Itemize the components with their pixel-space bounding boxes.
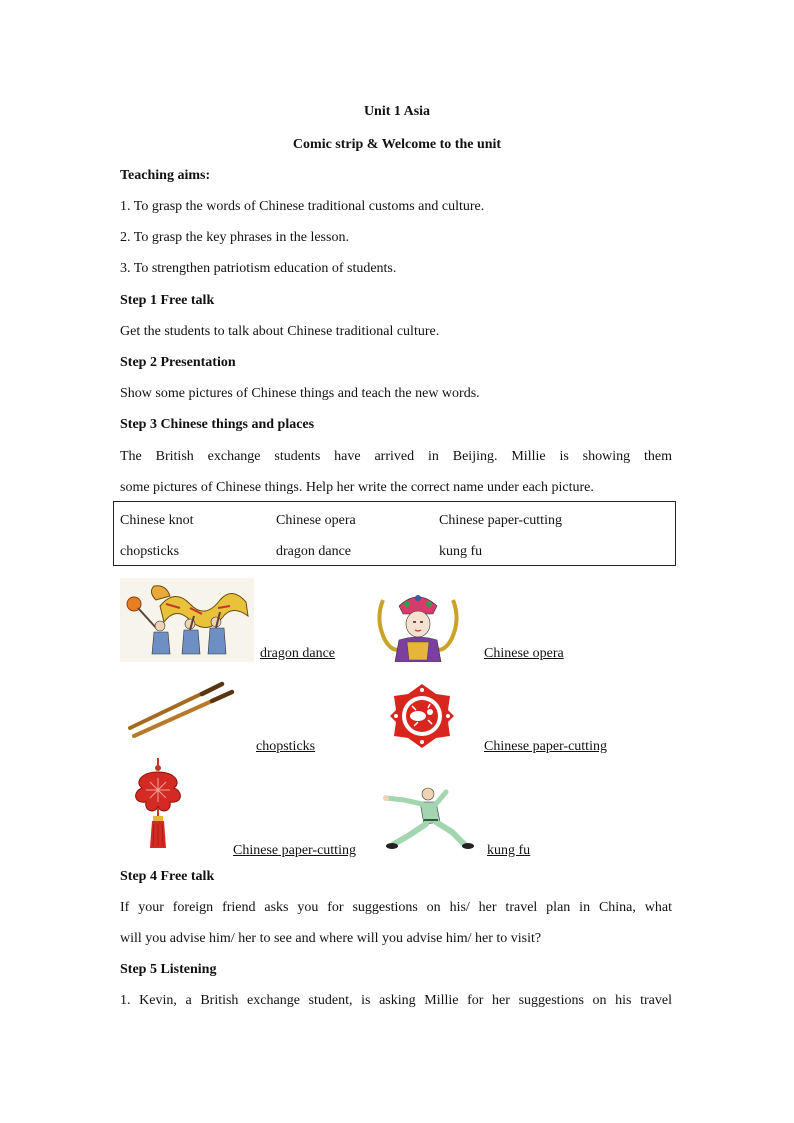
step1-text: Get the students to talk about Chinese traditional culture.: [120, 324, 440, 339]
chinese-knot-image: [128, 758, 188, 850]
aim-item: 1. To grasp the words of Chinese traditional customs and culture.: [120, 199, 485, 214]
step3-paragraph-line2: some pictures of Chinese things. Help her write the correct name under each picture.: [120, 480, 594, 495]
word-box-item: chopsticks: [120, 544, 180, 559]
word-box-item: Chinese opera: [276, 513, 356, 528]
aim-item: 2. To grasp the key phrases in the lesson.: [120, 230, 349, 245]
step5-paragraph-line1: 1. Kevin, a British exchange student, is asking Millie for her suggestions on his travel: [120, 993, 672, 1008]
aim-item: 3. To strengthen patriotism education of students.: [120, 261, 397, 276]
chopsticks-image: [126, 680, 236, 738]
step2-heading: Step 2 Presentation: [120, 355, 236, 370]
step3-paragraph-line1: The British exchange students have arrived in Beijing. Millie is showing them: [120, 449, 672, 464]
step1-heading: Step 1 Free talk: [120, 293, 215, 308]
chinese-opera-image: [369, 590, 467, 662]
answer-chinese-knot: Chinese paper-cutting: [233, 843, 356, 858]
word-box: [113, 501, 676, 566]
answer-kung-fu: kung fu: [487, 843, 531, 858]
paper-cutting-image: [388, 682, 456, 750]
answer-dragon-dance: dragon dance: [260, 646, 336, 661]
step4-paragraph-line1: If your foreign friend asks you for suggestions on his/ her travel plan in China, what: [120, 900, 672, 915]
step4-heading: Step 4 Free talk: [120, 869, 215, 884]
page-title: Unit 1 Asia: [363, 104, 431, 119]
answer-chopsticks: chopsticks: [256, 739, 316, 754]
page-subtitle: Comic strip & Welcome to the unit: [292, 137, 502, 152]
step4-paragraph-line2: will you advise him/ her to see and where will you advise him/ her to visit?: [120, 931, 542, 946]
step2-text: Show some pictures of Chinese things and teach the new words.: [120, 386, 480, 401]
step3-heading: Step 3 Chinese things and places: [120, 417, 315, 432]
dragon-dance-image: [120, 578, 254, 662]
word-box-item: kung fu: [439, 544, 483, 559]
kung-fu-image: [380, 780, 478, 852]
word-box-item: Chinese knot: [120, 513, 194, 528]
step5-heading: Step 5 Listening: [120, 962, 217, 977]
word-box-item: dragon dance: [276, 544, 352, 559]
answer-chinese-opera: Chinese opera: [484, 646, 564, 661]
aims-heading: Teaching aims:: [120, 168, 211, 183]
word-box-item: Chinese paper-cutting: [439, 513, 562, 528]
answer-paper-cutting: Chinese paper-cutting: [484, 739, 607, 754]
